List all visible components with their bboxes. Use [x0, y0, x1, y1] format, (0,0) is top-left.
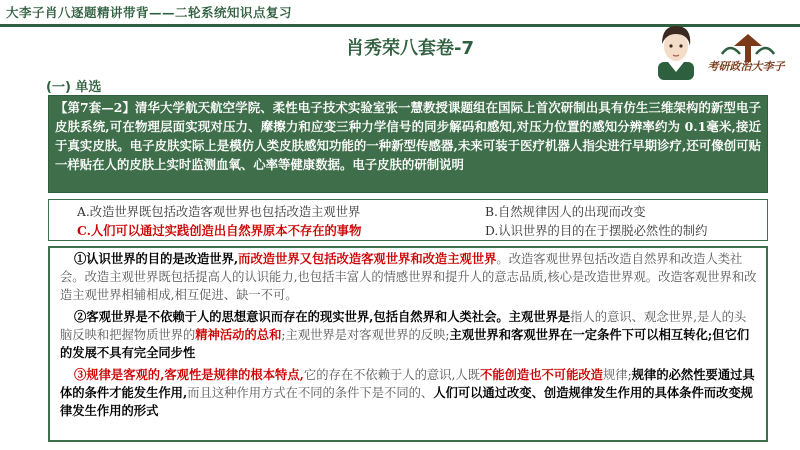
- analysis-1-highlight: 而改造世界又包括改造客观世界和改造主观世界: [238, 251, 497, 266]
- analysis-paragraph-2: [60, 308, 758, 362]
- analysis-2-lead: ②客观世界是不依赖于人的思想意识而存在的现实世界,包括自然界和人类社会。主观世界是: [74, 309, 571, 324]
- analysis-paragraph-3: [60, 366, 758, 420]
- analysis-3-lead: ③规律是客观的,客观性是规律的根本特点,: [74, 367, 304, 382]
- section-label: (一) 单选: [46, 80, 102, 95]
- analysis-3-conclusion: 人们可以通过改变、创造规律发生作用的具体条件而改变规律发生作用的形式: [60, 385, 753, 418]
- analysis-3-bold: 规律的必然性要通过具体的条件才能发生作用,: [60, 367, 755, 400]
- analysis-1-lead: ①认识世界的目的是改造世界,: [74, 251, 239, 266]
- analysis-2-conclusion: 主观世界和客观世界在一定条件下可以相互转化;但它们的发展不具有完全同步性: [60, 327, 750, 360]
- option-a[interactable]: A.改造世界既包括改造客观世界也包括改造主观世界: [77, 205, 361, 219]
- page-title: 肖秀荣八套卷-7: [346, 38, 474, 59]
- series-title: 大李子肖八逐题精讲带背——二轮系统知识点复习: [6, 5, 293, 20]
- analysis-2-highlight: 精神活动的总和: [195, 327, 282, 342]
- analysis-3-body: 它的存在不依赖于人的意识,人既: [303, 368, 480, 382]
- analysis-2-body: 指人的意识、观念世界,是人的头脑反映和把握物质世界的: [60, 310, 747, 342]
- option-d[interactable]: D.认识世界的目的在于摆脱必然性的制约: [485, 224, 708, 238]
- analysis-3-highlight: 不能创造也不可能改造: [480, 367, 603, 382]
- option-c-correct[interactable]: C.人们可以通过实践创造出自然界原本不存在的事物: [77, 223, 362, 238]
- question-box: [48, 95, 768, 193]
- brand-text: 考研政治大李子: [707, 60, 785, 73]
- options-box: [48, 199, 768, 241]
- question-text: 【第7套—2】清华大学航天航空学院、柔性电子技术实验室张一慧教授课题组在国际上首次研制出具有仿生三维架构的新型电子皮肤系统,可在物理层面实现对压力、摩擦力和应变三种力学信号的同步解码和感知,对压力位置的感知分辨率约为 0.1毫米,接近于真实皮肤。电子皮肤实际上是模仿人类皮肤感知功能的一种新型传感器,未来可装于医疗机器人指尖进行早期诊疗,还可像创可贴一样贴在人的皮肤上实时监测血氧、心率等健康数据。电子皮肤的研制说明: [55, 100, 761, 172]
- analysis-3-body-2: 规律;: [602, 368, 632, 382]
- analysis-1-body: 。改造客观世界包括改造自然界和改造人类社会。改造主观世界既包括提高人的认识能力,也包括丰富人的情感世界和提升人的意志品质,核心是改造世界观。改造客观世界和改造主观世界相辅相成,相互促进、缺一不可。: [60, 252, 757, 302]
- analysis-box: [48, 246, 768, 442]
- analysis-3-body-3: 而且这种作用方式在不同的条件下是不同的、: [187, 386, 434, 400]
- analysis-paragraph-1: [60, 250, 758, 304]
- option-b[interactable]: B.自然规律因人的出现而改变: [485, 205, 646, 219]
- analysis-2-body-2: ;主观世界是对客观世界的反映;: [281, 328, 450, 342]
